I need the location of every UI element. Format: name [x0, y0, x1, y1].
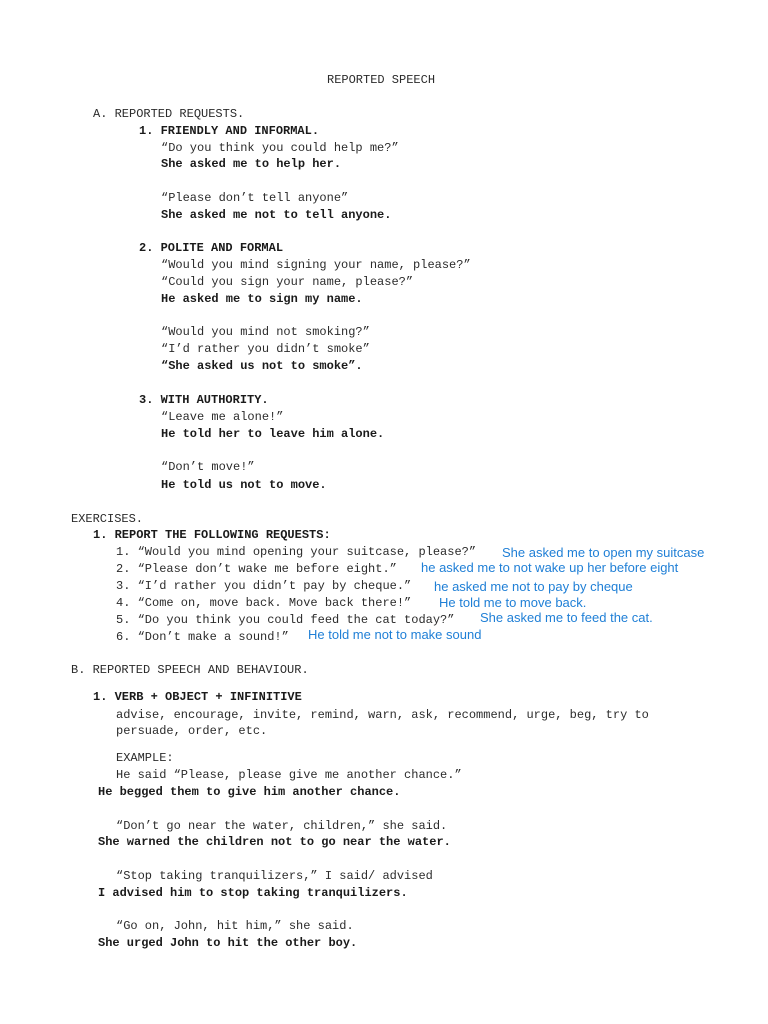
handwritten-answer: he asked me to not wake up her before eight — [421, 560, 679, 575]
quote-line: “Go on, John, hit him,” she said. — [116, 919, 354, 933]
reported-line: He asked me to sign my name. — [161, 292, 363, 306]
reported-line: She urged John to hit the other boy. — [98, 936, 358, 950]
verb-list: advise, encourage, invite, remind, warn, ask, recommend, urge, beg, try to — [116, 708, 649, 722]
quote-line: “Leave me alone!” — [161, 410, 284, 424]
section-a-heading: A. REPORTED REQUESTS. — [93, 107, 245, 121]
quote-line: He said “Please, please give me another chance.” — [116, 768, 462, 782]
quote-line: “Please don’t tell anyone” — [161, 191, 349, 205]
exercise-item: 4. “Come on, move back. Move back there!” — [116, 596, 412, 610]
exercises-heading: EXERCISES. — [71, 512, 144, 526]
section-b-heading: B. REPORTED SPEECH AND BEHAVIOUR. — [71, 663, 309, 677]
quote-line: “Do you think you could help me?” — [161, 141, 399, 155]
quote-line: “Don’t go near the water, children,” she said. — [116, 819, 448, 833]
handwritten-answer: He told me not to make sound — [308, 627, 482, 642]
reported-line: She asked me to help her. — [161, 157, 342, 171]
section-a-sub3-heading: 3. WITH AUTHORITY. — [139, 393, 269, 407]
handwritten-answer: he asked me not to pay by cheque — [434, 579, 633, 594]
section-a-sub2-heading: 2. POLITE AND FORMAL — [139, 241, 284, 255]
exercise-item: 6. “Don’t make a sound!” — [116, 630, 289, 644]
handwritten-answer: She asked me to feed the cat. — [480, 610, 653, 625]
quote-line: “Stop taking tranquilizers,” I said/ advised — [116, 869, 433, 883]
quote-line: “Would you mind signing your name, please?” — [161, 258, 471, 272]
page-title: REPORTED SPEECH — [327, 73, 436, 87]
example-label: EXAMPLE: — [116, 751, 174, 765]
quote-line: “Would you mind not smoking?” — [161, 325, 370, 339]
section-a-sub1-heading: 1. FRIENDLY AND INFORMAL. — [139, 124, 320, 138]
reported-line: He told her to leave him alone. — [161, 427, 385, 441]
reported-line: He told us not to move. — [161, 478, 327, 492]
quote-line: “Don’t move!” — [161, 460, 255, 474]
handwritten-answer: She asked me to open my suitcase — [502, 545, 705, 560]
reported-line: He begged them to give him another chance. — [98, 785, 401, 799]
exercise-item: 1. “Would you mind opening your suitcase, please?” — [116, 545, 477, 559]
quote-line: “I’d rather you didn’t smoke” — [161, 342, 370, 356]
quote-line: “Could you sign your name, please?” — [161, 275, 414, 289]
reported-line: “She asked us not to smoke”. — [161, 359, 363, 373]
exercise-item: 5. “Do you think you could feed the cat today?” — [116, 613, 455, 627]
exercise-item: 2. “Please don’t wake me before eight.” — [116, 562, 397, 576]
reported-line: I advised him to stop taking tranquilizers. — [98, 886, 408, 900]
exercises-instruction: 1. REPORT THE FOLLOWING REQUESTS: — [93, 528, 331, 542]
reported-line: She warned the children not to go near the water. — [98, 835, 451, 849]
verb-list: persuade, order, etc. — [116, 724, 268, 738]
reported-line: She asked me not to tell anyone. — [161, 208, 392, 222]
exercise-item: 3. “I’d rather you didn’t pay by cheque.” — [116, 579, 412, 593]
handwritten-answer: He told me to move back. — [439, 595, 587, 610]
section-b-sub1-heading: 1. VERB + OBJECT + INFINITIVE — [93, 690, 302, 704]
